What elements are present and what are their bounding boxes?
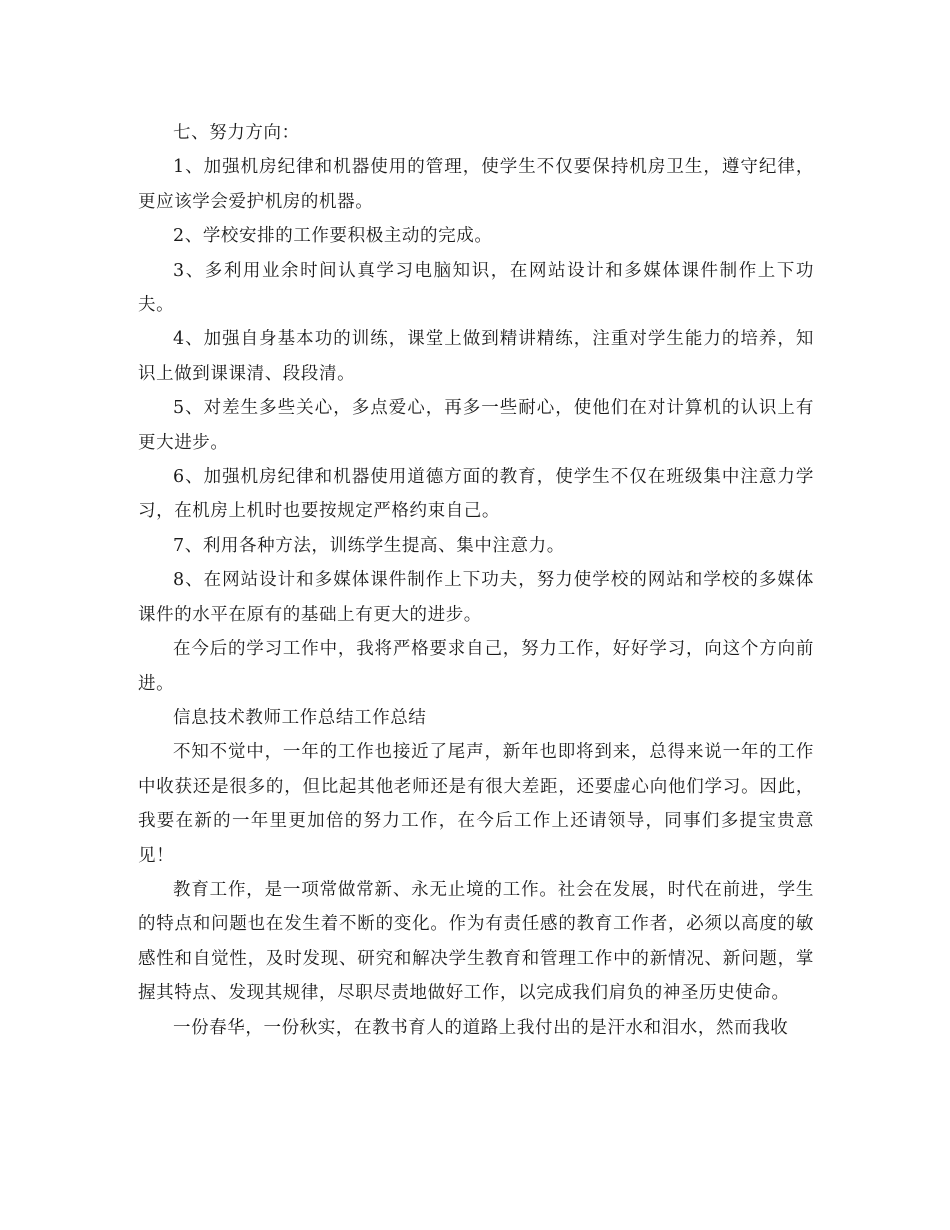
list-item-5: 5、对差生多些关心，多点爱心，再多一些耐心，使他们在对计算机的认识上有更大进步。 <box>138 398 814 453</box>
closing-paragraph: 在今后的学习工作中，我将严格要求自己，努力工作，好好学习，向这个方向前进。 <box>138 639 814 694</box>
list-item-1: 1、加强机房纪律和机器使用的管理，使学生不仅要保持机房卫生，遵守纪律，更应该学会爱护机房的机器。 <box>138 157 814 212</box>
document-body <box>138 116 814 1045</box>
list-item-2: 2、学校安排的工作要积极主动的完成。 <box>173 226 493 247</box>
article-title: 信息技术教师工作总结工作总结 <box>173 707 427 728</box>
list-item-7: 7、利用各种方法，训练学生提高、集中注意力。 <box>173 535 565 556</box>
list-item-8: 8、在网站设计和多媒体课件制作上下功夫，努力使学校的网站和学校的多媒体课件的水平在原有的基础上有更大的进步。 <box>138 570 814 625</box>
body-paragraph: 不知不觉中，一年的工作也接近了尾声，新年也即将到来，总得来说一年的工作中收获还是很多的，但比起其他老师还是有很大差距，还要虚心向他们学习。因此，我要在新的一年里更加倍的努力工作，在今后工作上还请领导，同事们多提宝贵意见！ <box>138 742 814 866</box>
list-item-3: 3、多利用业余时间认真学习电脑知识，在网站设计和多媒体课件制作上下功夫。 <box>138 260 814 316</box>
list-item-6: 6、加强机房纪律和机器使用道德方面的教育，使学生不仅在班级集中注意力学习，在机房上机时也要按规定严格约束自己。 <box>138 467 814 522</box>
list-item-4: 4、加强自身基本功的训练，课堂上做到精讲精练，注重对学生能力的培养，知识上做到课课清、段段清。 <box>138 329 814 384</box>
body-paragraph: 一份春华，一份秋实，在教书育人的道路上我付出的是汗水和泪水，然而我收 <box>173 1017 789 1038</box>
body-paragraph: 教育工作，是一项常做常新、永无止境的工作。社会在发展，时代在前进，学生的特点和问题也在发生着不断的变化。作为有责任感的教育工作者，必须以高度的敏感性和自觉性，及时发现、研究和解决学生教育和管理工作中的新情况、新问题，掌握其特点、发现其规律，尽职尽责地做好工作，以完成我们肩负的神圣历史使命。 <box>138 879 814 1004</box>
section-heading-effort-direction: 七、努力方向： <box>173 123 300 143</box>
